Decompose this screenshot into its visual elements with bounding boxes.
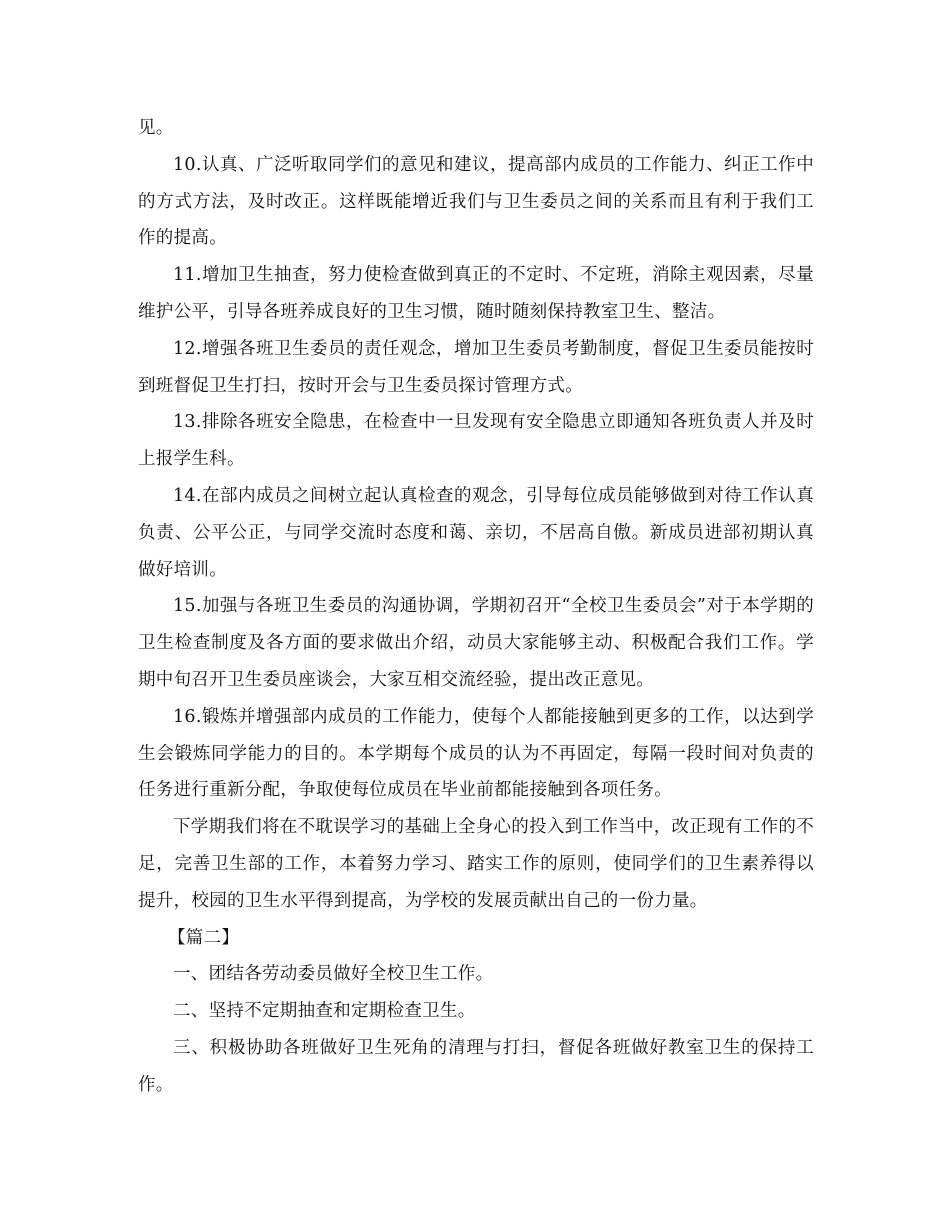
item-11-paragraph: 11.增加卫生抽查，努力使检查做到真正的不定时、不定班，消除主观因素，尽量维护公平，引导各班养成良好的卫生习惯，随时随刻保持教室卫生、整洁。 [138,265,814,322]
item-12-paragraph: 12.增强各班卫生委员的责任观念，增加卫生委员考勤制度，督促卫生委员能按时到班督促卫生打扫，按时开会与卫生委员探讨管理方式。 [138,338,814,396]
section-heading: 【篇二】 [168,927,240,948]
continuation-paragraph: 见。 [138,118,174,138]
section-item-2: 二、坚持不定期抽查和定期检查卫生。 [173,1001,476,1022]
next-semester-paragraph: 下学期我们将在不耽误学习的基础上全身心的投入到工作当中，改正现有工作的不足，完善卫生部的工作，本着努力学习、踏实工作的原则，使同学们的卫生素养得以提升，校园的卫生水平得到提高，为学校的发展贡献出自己的一份力量。 [138,817,814,911]
item-10-paragraph: 10.认真、广泛听取同学们的意见和建议，提高部内成员的工作能力、纠正工作中的方式方法，及时改正。这样既能增近我们与卫生委员之间的关系而且有利于我们工作的提高。 [138,154,814,249]
section-item-1: 一、团结各劳动委员做好全校卫生工作。 [173,964,494,985]
section-item-3: 三、积极协助各班做好卫生死角的清理与打扫，督促各班做好教室卫生的保持工作。 [138,1037,814,1095]
item-15-paragraph: 15.加强与各班卫生委员的沟通协调，学期初召开“全校卫生委员会”对于本学期的卫生检查制度及各方面的要求做出介绍，动员大家能够主动、积极配合我们工作。学期中旬召开卫生委员座谈会，大家互相交流经验，提出改正意见。 [138,596,814,690]
document-body [138,110,814,1104]
item-14-paragraph: 14.在部内成员之间树立起认真检查的观念，引导每位成员能够做到对待工作认真负责、公平公正，与同学交流时态度和蔼、亲切，不居高自傲。新成员进部初期认真做好培训。 [138,485,814,580]
item-13-paragraph: 13.排除各班安全隐患，在检查中一旦发现有安全隐患立即通知各班负责人并及时上报学生科。 [138,412,814,470]
item-16-paragraph: 16.锻炼并增强部内成员的工作能力，使每个人都能接触到更多的工作，以达到学生会锻炼同学能力的目的。本学期每个成员的认为不再固定，每隔一段时间对负责的任务进行重新分配，争取使每位成员在毕业前都能接触到各项任务。 [138,706,814,801]
